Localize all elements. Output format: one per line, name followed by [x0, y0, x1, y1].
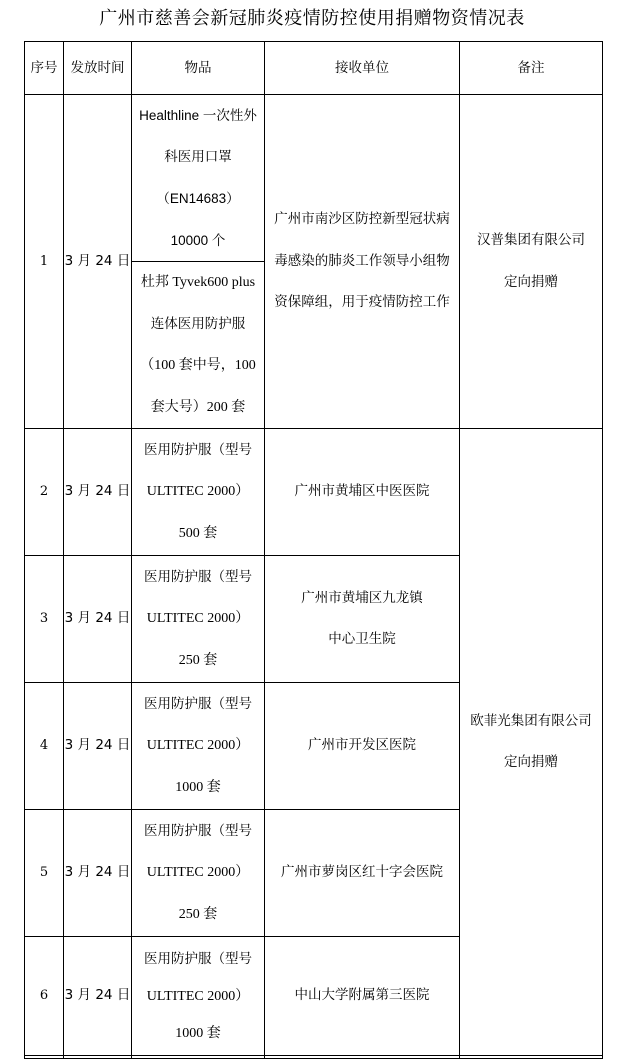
- item-line: 医用防护服（型号: [144, 822, 252, 839]
- row-item: [132, 810, 265, 937]
- row-cell-empty: [460, 1056, 603, 1059]
- item-line: 医用防护服（型号: [144, 441, 252, 458]
- receiver-line: 资保障组，用于疫情防控工作: [274, 294, 450, 311]
- header-item: 物品: [132, 42, 265, 95]
- row-seq: 2: [25, 429, 64, 556]
- group-remark: [460, 429, 603, 1056]
- row-receiver: [265, 429, 460, 556]
- receiver-line: 毒感染的肺炎工作领导小组物: [274, 252, 450, 269]
- header-row: [25, 42, 603, 95]
- row-seq: 5: [25, 810, 64, 937]
- row-date: 3 月 24 日: [64, 810, 132, 937]
- donation-table: [24, 41, 603, 1059]
- item-line: 500 套: [178, 525, 218, 541]
- row-receiver: [265, 683, 460, 810]
- remark-line: 欧菲光集团有限公司: [470, 712, 592, 729]
- row-date: 3 月 24 日: [64, 683, 132, 810]
- header-receiver: 接收单位: [265, 42, 460, 95]
- item-line: ULTITEC 2000）: [146, 865, 250, 881]
- remark-line: 汉普集团有限公司: [477, 232, 585, 248]
- row-seq: 6: [25, 937, 64, 1056]
- item-line: 科医用口罩: [164, 148, 232, 165]
- item-line: ULTITEC 2000）: [146, 738, 250, 754]
- item-line: 10000 个: [170, 232, 226, 248]
- item-line: （EN14683）: [156, 191, 240, 206]
- row-receiver: [265, 937, 460, 1056]
- row-receiver: [265, 810, 460, 937]
- receiver-line: 广州市黄埔区中医医院: [294, 483, 430, 500]
- receiver-line: 广州市黄埔区九龙镇: [301, 589, 423, 606]
- receiver-line: 广州市南沙区防控新型冠状病: [274, 211, 450, 228]
- row-item: [132, 429, 265, 556]
- receiver-line: 中心卫生院: [328, 631, 396, 647]
- receiver-line: 广州市开发区医院: [308, 737, 416, 754]
- row-item: [132, 937, 265, 1056]
- item-line: 连体医用防护服: [150, 315, 246, 332]
- header-date: 发放时间: [64, 42, 132, 95]
- row-cell-empty: [64, 1056, 132, 1059]
- row-cell-empty: [25, 1056, 64, 1059]
- table-row: [25, 429, 603, 556]
- item-line: ULTITEC 2000）: [146, 484, 250, 500]
- header-seq: 序号: [25, 42, 64, 95]
- item-line: 250 套: [178, 652, 218, 668]
- item-line: 1000 套: [175, 779, 221, 795]
- row-cell-empty: [132, 1056, 265, 1059]
- remark-line: 定向捐赠: [504, 754, 558, 770]
- item-line: 医用防护服（型号: [144, 950, 252, 967]
- item-line: 医用防护服（型号: [144, 695, 252, 712]
- row-date: 3 月 24 日: [64, 95, 132, 429]
- row-seq: 1: [25, 95, 64, 429]
- row-item: [132, 95, 265, 262]
- table-row-continuation: [25, 1056, 603, 1059]
- item-line: （100 套中号，100: [140, 358, 256, 373]
- item-line: ULTITEC 2000）: [146, 988, 250, 1004]
- item-line: 套大号）200 套: [150, 399, 246, 415]
- row-date: 3 月 24 日: [64, 937, 132, 1056]
- row-item: [132, 262, 265, 429]
- row-remark: [460, 95, 603, 429]
- row-seq: 3: [25, 556, 64, 683]
- page-title: 广州市慈善会新冠肺炎疫情防控使用捐赠物资情况表: [99, 8, 525, 29]
- row-cell-empty: [265, 1056, 460, 1059]
- item-line: Healthline 一次性外: [139, 108, 257, 123]
- item-line: 医用防护服（型号: [144, 568, 252, 585]
- row-date: 3 月 24 日: [64, 429, 132, 556]
- receiver-line: 广州市萝岗区红十字会医院: [281, 864, 443, 881]
- remark-line: 定向捐赠: [504, 273, 558, 290]
- item-line: 250 套: [178, 906, 218, 922]
- header-remark: 备注: [460, 42, 603, 95]
- row-date: 3 月 24 日: [64, 556, 132, 683]
- item-line: 1000 套: [175, 1025, 221, 1041]
- table-row: [25, 95, 603, 262]
- receiver-line: 中山大学附属第三医院: [294, 987, 430, 1004]
- item-line: 杜邦 Tyvek600 plus: [140, 275, 256, 290]
- row-item: [132, 556, 265, 683]
- row-seq: 4: [25, 683, 64, 810]
- row-receiver: [265, 556, 460, 683]
- item-line: ULTITEC 2000）: [146, 611, 250, 627]
- row-receiver: [265, 95, 460, 429]
- row-item: [132, 683, 265, 810]
